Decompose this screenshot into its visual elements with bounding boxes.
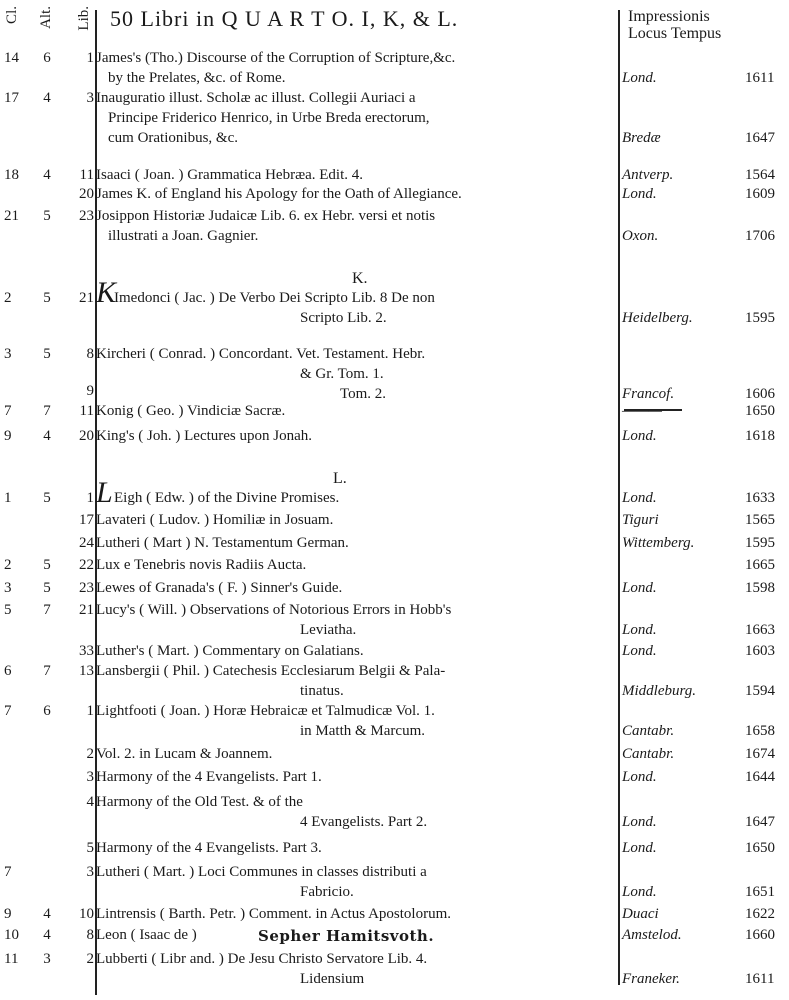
impression-place: Wittemberg. bbox=[622, 535, 695, 551]
impression-place: Lond. bbox=[622, 580, 657, 596]
cell-cl: 2 bbox=[4, 290, 12, 306]
entry-line-1: Isaaci ( Joan. ) Grammatica Hebræa. Edit. 4. bbox=[96, 167, 363, 183]
cell-alt: 5 bbox=[43, 557, 51, 573]
cell-lib: 13 bbox=[79, 663, 94, 679]
cell-lib: 11 bbox=[79, 403, 94, 419]
entry-line-1: Lightfooti ( Joan. ) Horæ Hebraicæ et Talmudicæ Vol. 1. bbox=[96, 703, 435, 719]
entry-hebrew-title: Sepher Hamitsvoth. bbox=[258, 927, 435, 945]
cell-cl: 14 bbox=[4, 50, 19, 66]
cell-lib: 3 bbox=[86, 90, 94, 106]
entry-line-2: tinatus. bbox=[300, 683, 344, 699]
impression-place: Middleburg. bbox=[622, 683, 697, 699]
impression-year: 1594 bbox=[745, 683, 775, 699]
impression-year: 1647 bbox=[745, 130, 775, 146]
entry-line-1: Eigh ( Edw. ) of the Divine Promises. bbox=[114, 490, 340, 506]
cell-cl: 9 bbox=[4, 906, 12, 922]
impression-year: 1611 bbox=[745, 971, 775, 987]
impression-place: Oxon. bbox=[622, 228, 659, 244]
cell-alt: 4 bbox=[43, 90, 51, 106]
entry-line-1: Lucy's ( Will. ) Observations of Notorious Errors in Hobb's bbox=[96, 602, 452, 618]
section-k-heading: K. bbox=[352, 270, 368, 287]
entry-line-1: Harmony of the 4 Evangelists. Part 3. bbox=[96, 840, 322, 856]
cell-alt: 5 bbox=[43, 208, 51, 224]
impression-year: 1565 bbox=[745, 512, 775, 528]
impression-year: 1622 bbox=[745, 906, 775, 922]
impression-header bbox=[628, 8, 721, 42]
entry-line-1: Inauguratio illust. Scholæ ac illust. Collegii Auriaci a bbox=[96, 90, 416, 106]
entry-line-2: by the Prelates, &c. of Rome. bbox=[108, 70, 286, 86]
impression-place: Lond. bbox=[622, 769, 657, 785]
cell-lib: 24 bbox=[79, 535, 94, 551]
entry-line-2: Scripto Lib. 2. bbox=[300, 310, 387, 326]
entry-line-1: Lansbergii ( Phil. ) Catechesis Ecclesiarum Belgii & Pala- bbox=[96, 663, 446, 679]
entry-line-2: Leviatha. bbox=[300, 622, 357, 638]
cell-alt: 4 bbox=[43, 906, 51, 922]
page-title: 50 Libri in Q U A R T O. I, K, & L. bbox=[110, 6, 459, 31]
impression-place: Francof. bbox=[622, 386, 675, 402]
entry-line-1: Lewes of Granada's ( F. ) Sinner's Guide. bbox=[96, 580, 343, 596]
cell-alt: 7 bbox=[43, 403, 51, 419]
impression-year: 1674 bbox=[745, 746, 775, 762]
right-rule bbox=[618, 10, 620, 985]
entry-line-2: Principe Friderico Henrico, in Urbe Breda erectorum, bbox=[108, 110, 430, 126]
cell-lib: 4 bbox=[86, 794, 94, 810]
cell-lib: 5 bbox=[86, 840, 94, 856]
entry-line-3: cum Orationibus, &c. bbox=[108, 130, 238, 146]
impression-place: Lond. bbox=[622, 428, 657, 444]
impression-place: Franeker. bbox=[622, 971, 680, 987]
cell-cl: 7 bbox=[4, 864, 12, 880]
impression-year: 1598 bbox=[745, 580, 775, 596]
cell-lib: 21 bbox=[79, 290, 94, 306]
entry-line-1: James K. of England his Apology for the Oath of Allegiance. bbox=[96, 186, 462, 202]
cell-alt: 4 bbox=[43, 167, 51, 183]
entry-line-2: Lidensium bbox=[300, 971, 365, 987]
cell-cl: 7 bbox=[4, 403, 12, 419]
cell-lib: 8 bbox=[86, 927, 94, 943]
cell-cl: 9 bbox=[4, 428, 12, 444]
entry-line-1: Konig ( Geo. ) Vindiciæ Sacræ. bbox=[96, 403, 286, 419]
entry-line-2: illustrati a Joan. Gagnier. bbox=[108, 228, 259, 244]
header-lib: Lib. bbox=[76, 6, 92, 31]
entry-line-1: Lux e Tenebris novis Radiis Aucta. bbox=[96, 557, 307, 573]
entry-line-1: Lutheri ( Mart ) N. Testamentum German. bbox=[96, 535, 349, 551]
impression-place: ——— bbox=[622, 403, 663, 419]
cell-alt: 6 bbox=[43, 703, 51, 719]
cell-lib: 11 bbox=[79, 167, 94, 183]
impression-place: Lond. bbox=[622, 884, 657, 900]
entry-line-1: Luther's ( Mart. ) Commentary on Galatians. bbox=[96, 643, 364, 659]
cell-lib: 3 bbox=[86, 769, 94, 785]
cell-lib: 2 bbox=[86, 951, 94, 967]
entry-line-1: Lutheri ( Mart. ) Loci Communes in classes distributi a bbox=[96, 864, 427, 880]
entry-line-1: Imedonci ( Jac. ) De Verbo Dei Scripto Lib. 8 De non bbox=[114, 290, 435, 306]
impression-year: 1706 bbox=[745, 228, 775, 244]
impression-place: Cantabr. bbox=[622, 746, 675, 762]
impression-year: 1603 bbox=[745, 643, 775, 659]
cell-alt: 7 bbox=[43, 663, 51, 679]
impression-place: Amstelod. bbox=[622, 927, 682, 943]
header-cl: Cl. bbox=[4, 6, 20, 24]
cell-lib: 3 bbox=[86, 864, 94, 880]
impression-year: 1606 bbox=[745, 386, 775, 402]
cell-cl: 17 bbox=[4, 90, 19, 106]
cell-cl: 10 bbox=[4, 927, 19, 943]
cell-cl: 3 bbox=[4, 580, 12, 596]
impression-place: Lond. bbox=[622, 490, 657, 506]
cell-lib: 22 bbox=[79, 557, 94, 573]
cell-alt: 5 bbox=[43, 346, 51, 362]
entry-line-1: Lavateri ( Ludov. ) Homiliæ in Josuam. bbox=[96, 512, 334, 528]
impression-year: 1663 bbox=[745, 622, 775, 638]
cell-alt: 5 bbox=[43, 580, 51, 596]
impression-place: Cantabr. bbox=[622, 723, 675, 739]
cell-cl: 21 bbox=[4, 208, 19, 224]
entry-line-2: 4 Evangelists. Part 2. bbox=[300, 814, 428, 830]
impression-year: 1564 bbox=[745, 167, 775, 183]
cell-lib: 20 bbox=[79, 186, 94, 202]
section-l-heading: L. bbox=[333, 470, 347, 487]
impression-place: Lond. bbox=[622, 622, 657, 638]
cell-cl: 11 bbox=[4, 951, 19, 967]
entry-line-1: Harmony of the Old Test. & of the bbox=[96, 794, 303, 810]
cell-lib: 23 bbox=[79, 208, 94, 224]
impression-year: 1651 bbox=[745, 884, 775, 900]
impression-year: 1618 bbox=[745, 428, 775, 444]
entry-line-3: Tom. 2. bbox=[340, 386, 387, 402]
cell-alt: 4 bbox=[43, 927, 51, 943]
initial-capital: L bbox=[96, 476, 113, 509]
entry-line-1: Vol. 2. in Lucam & Joannem. bbox=[96, 746, 273, 762]
cell-cl: 1 bbox=[4, 490, 12, 506]
impression-place: Duaci bbox=[622, 906, 659, 922]
impression-place: Bredæ bbox=[622, 130, 661, 146]
entry-line-1: Lintrensis ( Barth. Petr. ) Comment. in Actus Apostolorum. bbox=[96, 906, 451, 922]
entry-line-2: Fabricio. bbox=[300, 884, 354, 900]
impression-year: 1633 bbox=[745, 490, 775, 506]
impression-place: Lond. bbox=[622, 643, 657, 659]
cell-cl: 3 bbox=[4, 346, 12, 362]
impression-year: 1665 bbox=[745, 557, 775, 573]
impression-year: 1611 bbox=[745, 70, 775, 86]
impression-label: Impressionis bbox=[628, 8, 710, 25]
cell-cl: 5 bbox=[4, 602, 12, 618]
entry-line-2: in Matth & Marcum. bbox=[300, 723, 425, 739]
entry-line-1: Kircheri ( Conrad. ) Concordant. Vet. Testament. Hebr. bbox=[96, 346, 426, 362]
impression-year: 1644 bbox=[745, 769, 775, 785]
impression-year: 1595 bbox=[745, 310, 775, 326]
cell-cl: 7 bbox=[4, 703, 12, 719]
impression-year: 1647 bbox=[745, 814, 775, 830]
cell-lib: 23 bbox=[79, 580, 94, 596]
entry-line-1: Harmony of the 4 Evangelists. Part 1. bbox=[96, 769, 322, 785]
header-alt: Alt. bbox=[38, 6, 54, 29]
cell-cl: 2 bbox=[4, 557, 12, 573]
cell-cl: 6 bbox=[4, 663, 12, 679]
cell-alt: 6 bbox=[43, 50, 51, 66]
locus-tempus-label: Locus Tempus bbox=[628, 25, 722, 42]
impression-year: 1650 bbox=[745, 403, 775, 419]
entry-line-1: Lubberti ( Libr and. ) De Jesu Christo Servatore Lib. 4. bbox=[96, 951, 428, 967]
impression-place: Tiguri bbox=[622, 512, 659, 528]
cell-alt: 3 bbox=[43, 951, 51, 967]
impression-place: Lond. bbox=[622, 840, 657, 856]
impression-place: Heidelberg. bbox=[622, 310, 693, 326]
cell-alt: 5 bbox=[43, 290, 51, 306]
impression-place: Lond. bbox=[622, 186, 657, 202]
cell-lib: 1 bbox=[86, 490, 94, 506]
cell-lib: 8 bbox=[86, 346, 94, 362]
impression-year: 1650 bbox=[745, 840, 775, 856]
cell-alt: 5 bbox=[43, 490, 51, 506]
cell-lib: 33 bbox=[79, 643, 94, 659]
entry-line-1: Josippon Historiæ Judaicæ Lib. 6. ex Hebr. versi et notis bbox=[96, 208, 436, 224]
impression-year: 1660 bbox=[745, 927, 775, 943]
impression-year: 1595 bbox=[745, 535, 775, 551]
impression-year: 1609 bbox=[745, 186, 775, 202]
impression-year: 1658 bbox=[745, 723, 775, 739]
cell-alt: 4 bbox=[43, 428, 51, 444]
cell-lib-prefix: 9 bbox=[86, 383, 94, 399]
cell-lib: 1 bbox=[86, 50, 94, 66]
cell-lib: 1 bbox=[86, 703, 94, 719]
entry-line-1: King's ( Joh. ) Lectures upon Jonah. bbox=[96, 428, 312, 444]
cell-cl: 18 bbox=[4, 167, 19, 183]
cell-lib: 2 bbox=[86, 746, 94, 762]
impression-place: Lond. bbox=[622, 70, 657, 86]
entry-line-1: James's (Tho.) Discourse of the Corruption of Scripture,&c. bbox=[96, 50, 456, 66]
initial-capital: K bbox=[96, 276, 117, 309]
cell-lib: 17 bbox=[79, 512, 94, 528]
cell-lib: 20 bbox=[79, 428, 94, 444]
entry-line-2: & Gr. Tom. 1. bbox=[300, 366, 384, 382]
cell-lib: 21 bbox=[79, 602, 94, 618]
cell-lib: 10 bbox=[79, 906, 94, 922]
impression-place: Lond. bbox=[622, 814, 657, 830]
impression-place: Antverp. bbox=[622, 167, 674, 183]
cell-alt: 7 bbox=[43, 602, 51, 618]
entry-line-1: Leon ( Isaac de ) bbox=[96, 927, 197, 943]
